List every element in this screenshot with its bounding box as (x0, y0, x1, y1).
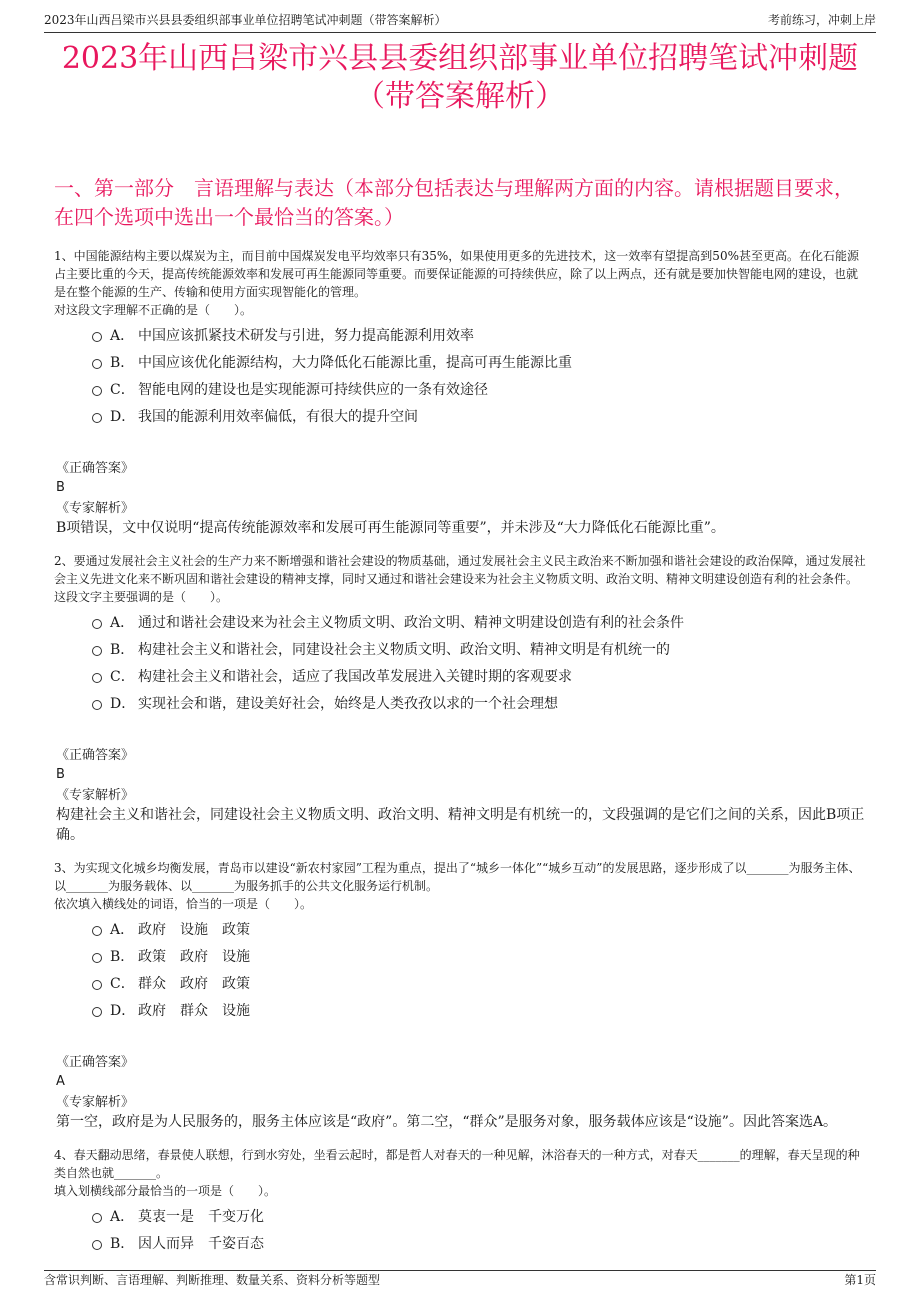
answer-value: A (56, 1074, 65, 1089)
option-text: 中国应该抓紧技术研发与引进，努力提高能源利用效率 (138, 328, 474, 344)
radio-icon[interactable] (92, 359, 102, 369)
option-letter: B． (110, 1236, 135, 1252)
option-letter: A． (110, 615, 135, 631)
option-letter: A． (110, 922, 135, 938)
option-list (92, 1204, 868, 1258)
option-letter: A． (110, 1209, 135, 1225)
option-b[interactable] (92, 944, 868, 971)
radio-icon[interactable] (92, 700, 102, 710)
option-letter: B． (110, 355, 135, 371)
question-prompt: 依次填入横线处的词语，恰当的一项是（ ）。 (54, 897, 313, 911)
radio-icon[interactable] (92, 953, 102, 963)
radio-icon[interactable] (92, 332, 102, 342)
option-c[interactable] (92, 971, 868, 998)
question-stem: 2、要通过发展社会主义社会的生产力来不断增强和谐社会建设的物质基础，通过发展社会主义民主政治来不断加强和谐社会建设的政治保障，通过发展社会主义先进文化来不断巩固和谐社会建设的精神支撑，同时又通过和谐社会建设来为社会主义物质文明、政治文明、精神文明建设创造有利的社会条件。 (54, 554, 866, 586)
option-d[interactable] (92, 998, 868, 1025)
footer-description: 含常识判断、言语理解、判断推理、数量关系、资料分析等题型 (44, 1273, 381, 1287)
analysis-label: 《专家解析》 (56, 1095, 135, 1110)
header-slogan: 考前练习，冲刺上岸 (767, 13, 876, 27)
question-stem: 1、中国能源结构主要以煤炭为主，而目前中国煤炭发电平均效率只有35%，如果使用更多的先进技术，这一效率有望提高到50%甚至更高。在化石能源占主要比重的今天，提高传统能源效率和发展可再生能源同等重要。而要保证能源的可持续供应，除了以上两点，还有就是要加快智能电网的建设，也就是在整个能源的生产、传输和使用方面实现智能化的管理。 (54, 249, 859, 299)
answer-label: 《正确答案》 (56, 1055, 135, 1070)
analysis-label: 《专家解析》 (56, 788, 135, 803)
option-text: 政府 设施 政策 (138, 922, 250, 938)
option-b[interactable] (92, 1231, 868, 1258)
option-text: 因人而异 千姿百态 (138, 1236, 264, 1252)
analysis-text: 第一空，政府是为人民服务的，服务主体应该是“政府”。第二空，“群众”是服务对象，服务载体应该是“设施”。因此答案选A。 (56, 1114, 838, 1130)
page-title: 2023年山西吕梁市兴县县委组织部事业单位招聘笔试冲刺题（带答案解析） (61, 41, 859, 114)
question-stem: 4、春天翻动思绪，春景使人联想，行到水穷处，坐看云起时，都是哲人对春天的一种见解，沐浴春天的一种方式，对春天_______的理解，春天呈现的种类自然也就_______。 (54, 1148, 860, 1180)
radio-icon[interactable] (92, 1240, 102, 1250)
option-b[interactable] (92, 637, 868, 664)
page-footer (44, 1270, 876, 1289)
option-b[interactable] (92, 350, 868, 377)
option-letter: C． (110, 382, 135, 398)
radio-icon[interactable] (92, 619, 102, 629)
radio-icon[interactable] (92, 1213, 102, 1223)
analysis-text: B项错误，文中仅说明“提高传统能源效率和发展可再生能源同等重要”，并未涉及“大力降低化石能源比重”。 (56, 520, 725, 536)
option-letter: B． (110, 642, 135, 658)
radio-icon[interactable] (92, 646, 102, 656)
option-c[interactable] (92, 664, 868, 691)
answer-value: B (56, 480, 65, 495)
option-c[interactable] (92, 377, 868, 404)
option-a[interactable] (92, 1204, 868, 1231)
option-list (92, 610, 868, 718)
option-letter: B． (110, 949, 135, 965)
question-prompt: 这段文字主要强调的是（ ）。 (54, 590, 229, 604)
option-letter: C． (110, 669, 135, 685)
option-letter: C． (110, 976, 135, 992)
option-text: 构建社会主义和谐社会，同建设社会主义物质文明、政治文明、精神文明是有机统一的 (138, 642, 670, 658)
radio-icon[interactable] (92, 980, 102, 990)
option-text: 实现社会和谐，建设美好社会，始终是人类孜孜以求的一个社会理想 (138, 696, 558, 712)
option-a[interactable] (92, 917, 868, 944)
option-list (92, 917, 868, 1025)
option-letter: D． (110, 696, 136, 712)
page-number: 第1页 (844, 1273, 876, 1287)
option-list (92, 323, 868, 431)
radio-icon[interactable] (92, 1007, 102, 1017)
option-text: 构建社会主义和谐社会，适应了我国改革发展进入关键时期的客观要求 (138, 669, 572, 685)
option-text: 中国应该优化能源结构，大力降低化石能源比重，提高可再生能源比重 (138, 355, 572, 371)
question-prompt: 填入划横线部分最恰当的一项是（ ）。 (54, 1184, 277, 1198)
radio-icon[interactable] (92, 673, 102, 683)
question-2 (54, 552, 868, 845)
question-1 (54, 247, 868, 538)
question-prompt: 对这段文字理解不正确的是（ ）。 (54, 303, 253, 317)
question-stem: 3、为实现文化城乡均衡发展，青岛市以建设“新农村家园”工程为重点，提出了“城乡一体化”“城乡互动”的发展思路，逐步形成了以_______为服务主体、以_______为服务载体、以_______为服务抓手的公共文化服务运行机制。 (54, 861, 861, 893)
header-doc-title: 2023年山西吕梁市兴县县委组织部事业单位招聘笔试冲刺题（带答案解析） (44, 13, 447, 27)
option-letter: D． (110, 409, 136, 425)
running-header (44, 10, 876, 33)
analysis-text: 构建社会主义和谐社会，同建设社会主义物质文明、政治文明、精神文明是有机统一的，文段强调的是它们之间的关系，因此B项正确。 (56, 807, 865, 843)
question-3 (54, 859, 868, 1132)
analysis-label: 《专家解析》 (56, 501, 135, 516)
option-letter: A． (110, 328, 135, 344)
answer-label: 《正确答案》 (56, 748, 135, 763)
option-text: 通过和谐社会建设来为社会主义物质文明、政治文明、精神文明建设创造有利的社会条件 (138, 615, 684, 631)
option-a[interactable] (92, 323, 868, 350)
radio-icon[interactable] (92, 413, 102, 423)
option-text: 群众 政府 政策 (138, 976, 250, 992)
radio-icon[interactable] (92, 926, 102, 936)
question-4 (54, 1146, 868, 1258)
option-d[interactable] (92, 691, 868, 718)
option-text: 我国的能源利用效率偏低，有很大的提升空间 (138, 409, 418, 425)
option-text: 政府 群众 设施 (138, 1003, 250, 1019)
section-heading: 一、第一部分 言语理解与表达（本部分包括表达与理解两方面的内容。请根据题目要求，在四个选项中选出一个最恰当的答案。） (54, 176, 854, 229)
option-text: 政策 政府 设施 (138, 949, 250, 965)
answer-value: B (56, 767, 65, 782)
option-d[interactable] (92, 404, 868, 431)
answer-label: 《正确答案》 (56, 461, 135, 476)
option-text: 智能电网的建设也是实现能源可持续供应的一条有效途径 (138, 382, 488, 398)
question-list (54, 247, 868, 1258)
radio-icon[interactable] (92, 386, 102, 396)
option-letter: D． (110, 1003, 136, 1019)
option-a[interactable] (92, 610, 868, 637)
option-text: 莫衷一是 千变万化 (138, 1209, 264, 1225)
